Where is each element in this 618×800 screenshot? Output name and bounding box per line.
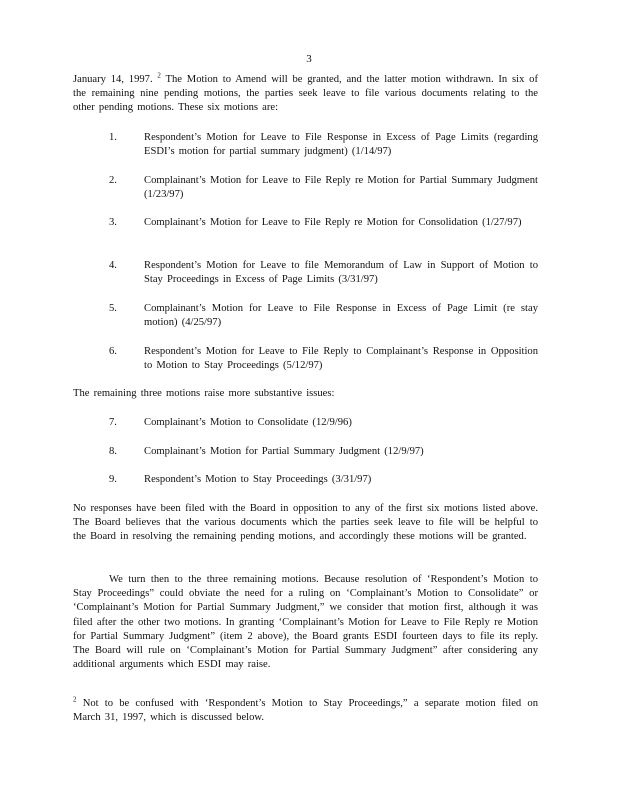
list-item-text: Complainant’s Motion for Leave to File Reply re Motion for Consolidation (1/27/97) — [144, 217, 522, 228]
list-item-number: 6. — [109, 346, 117, 357]
list-item-number: 8. — [109, 446, 117, 457]
footnote — [73, 697, 538, 725]
list-item-number: 4. — [109, 260, 117, 271]
list-item-number: 7. — [109, 417, 117, 428]
list-item-text: Complainant’s Motion for Leave to File Response in Excess of Page Limit (re stay motion) (4/25/97) — [144, 303, 538, 329]
opening-paragraph — [73, 73, 538, 116]
list-item-text: Respondent’s Motion for Leave to File Reply to Complainant’s Response in Opposition to Motion to Stay Proceedings (5/12/97) — [144, 346, 538, 372]
list-item-number: 1. — [109, 132, 117, 143]
list-item-text: Respondent’s Motion for Leave to File Response in Excess of Page Limits (regarding ESDI’s motion for partial summary judgment) (1/14/97) — [144, 132, 538, 158]
list-item-number: 9. — [109, 474, 117, 485]
list-item-text: Complainant’s Motion for Leave to File Reply re Motion for Partial Summary Judgment (1/23/97) — [144, 175, 538, 201]
opening-text: The Motion to Amend will be granted, and the latter motion withdrawn. In six of the remaining nine pending motions, the parties seek leave to file various documents relating to the other pending motions. These six motions are: — [73, 74, 538, 114]
page-number: 3 — [306, 53, 312, 65]
list-item-number: 3. — [109, 217, 117, 228]
footnote-marker: 2 — [157, 71, 161, 80]
list-item-text: Respondent’s Motion to Stay Proceedings (3/31/97) — [144, 474, 372, 485]
footnote-number: 2 — [73, 695, 77, 704]
remaining-intro: The remaining three motions raise more substantive issues: — [73, 388, 335, 399]
turn-paragraph: We turn then to the three remaining motions. Because resolution of ‘Respondent’s Motion to Stay Proceedings” could obviate the need for a ruling on ‘Complainant’s Motion to Consolidate” or ‘Complainant’s Motion for Partial Summary Judgment,” we consider that motion first, although it was filed after the other two motions. In granting ‘Complainant’s Motion for Leave to File Reply re Motion for Partial Summary Judgment” (item 2 above), the Board grants ESDI fourteen days to file its reply. The Board will rule on ‘Complainant’s Motion for Partial Summary Judgment” after considering any additional arguments which ESDI may raise. — [73, 574, 538, 671]
opening-date: January 14, 1997. — [73, 74, 153, 85]
footnote-text: Not to be confused with ‘Respondent’s Motion to Stay Proceedings,” a separate motion filed on March 31, 1997, which is discussed below. — [73, 698, 538, 724]
list-item-number: 5. — [109, 303, 117, 314]
list-item-text: Respondent’s Motion for Leave to file Memorandum of Law in Support of Motion to Stay Proceedings in Excess of Page Limits (3/31/97) — [144, 260, 538, 286]
list-item-text: Complainant’s Motion for Partial Summary Judgment (12/9/97) — [144, 446, 424, 457]
list-item-text: Complainant’s Motion to Consolidate (12/9/96) — [144, 417, 352, 428]
responses-paragraph: No responses have been filed with the Board in opposition to any of the first six motions listed above. The Board believes that the various documents which the parties seek leave to file will be helpful to the Board in resolving the remaining pending motions, and accordingly these motions will be granted. — [73, 503, 538, 543]
list-item-number: 2. — [109, 175, 117, 186]
